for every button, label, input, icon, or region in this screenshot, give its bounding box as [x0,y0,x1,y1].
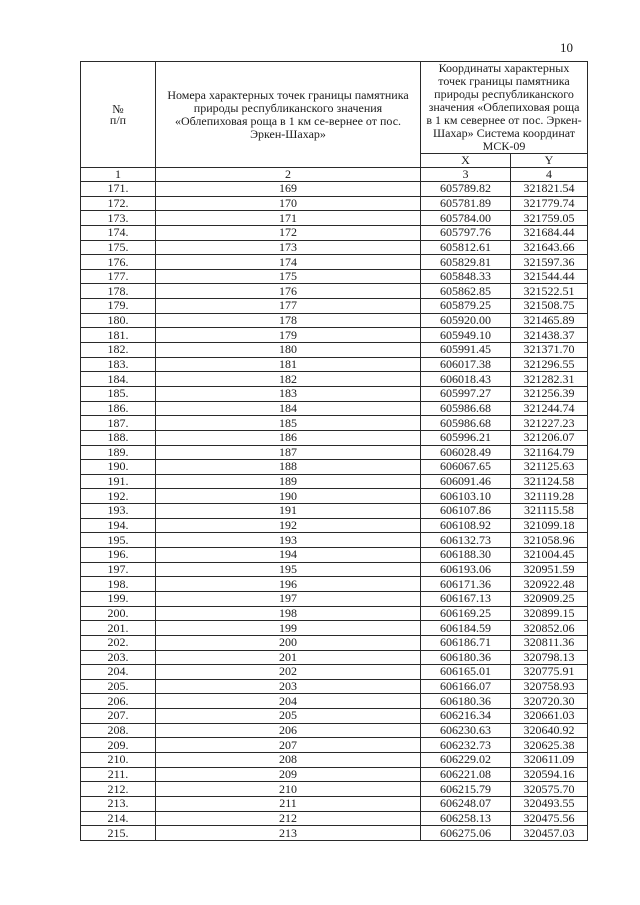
table-row [81,386,588,401]
coord-y: 320951.59 [511,562,588,577]
column-number: 3 [421,168,511,182]
table-row [81,504,588,519]
coord-y: 321256.39 [511,386,588,401]
table-row [81,474,588,489]
coord-x: 606091.46 [421,474,511,489]
point-number: 211 [156,796,421,811]
coord-x: 605879.25 [421,299,511,314]
point-number: 189 [156,474,421,489]
coord-y: 320758.93 [511,679,588,694]
row-index: 211. [81,767,156,782]
table-row [81,225,588,240]
row-index: 180. [81,313,156,328]
table-row [81,767,588,782]
row-index: 198. [81,577,156,592]
coord-y: 321164.79 [511,445,588,460]
coord-y: 321115.58 [511,504,588,519]
coord-x: 605986.68 [421,416,511,431]
table-row [81,416,588,431]
coord-x: 606108.92 [421,518,511,533]
table-row [81,694,588,709]
point-number: 180 [156,343,421,358]
coord-y: 320811.36 [511,635,588,650]
coord-x: 605829.81 [421,255,511,270]
coord-x: 605812.61 [421,240,511,255]
point-number: 181 [156,357,421,372]
coord-y: 321371.70 [511,343,588,358]
header-point-numbers-text: Номера характерных точек границы памятника природы республиканского значения «Облепиховая роща в 1 км се-вернее от пос. Эркен-Шахар» [167,87,409,141]
coord-x: 606132.73 [421,533,511,548]
coord-x: 606188.30 [421,548,511,563]
point-number: 193 [156,533,421,548]
point-number: 186 [156,430,421,445]
point-number: 183 [156,386,421,401]
table-row [81,357,588,372]
point-number: 213 [156,826,421,841]
coord-y: 321508.75 [511,299,588,314]
coord-y: 320909.25 [511,591,588,606]
point-number: 205 [156,709,421,724]
point-number: 198 [156,606,421,621]
column-numbers-row [81,168,588,182]
coord-y: 321544.44 [511,269,588,284]
coord-x: 606180.36 [421,694,511,709]
point-number: 172 [156,225,421,240]
point-number: 207 [156,738,421,753]
coord-x: 606180.36 [421,650,511,665]
row-index: 190. [81,460,156,475]
point-number: 190 [156,489,421,504]
row-index: 177. [81,269,156,284]
coord-y: 321684.44 [511,225,588,240]
table-row [81,269,588,284]
row-index: 207. [81,709,156,724]
table-row [81,591,588,606]
point-number: 212 [156,811,421,826]
table-row [81,606,588,621]
header-coordinates [421,62,588,154]
row-index: 202. [81,635,156,650]
column-number: 2 [156,168,421,182]
point-number: 208 [156,752,421,767]
point-number: 196 [156,577,421,592]
row-index: 171. [81,182,156,197]
coord-x: 606017.38 [421,357,511,372]
row-index: 196. [81,548,156,563]
coord-y: 320899.15 [511,606,588,621]
table-row [81,445,588,460]
table-row [81,372,588,387]
coord-y: 321227.23 [511,416,588,431]
coord-y: 320594.16 [511,767,588,782]
row-index: 192. [81,489,156,504]
row-index: 204. [81,665,156,680]
column-number: 1 [81,168,156,182]
coord-y: 321643.66 [511,240,588,255]
coord-x: 606028.49 [421,445,511,460]
table-row [81,650,588,665]
point-number: 202 [156,665,421,680]
table-row [81,284,588,299]
coord-x: 605789.82 [421,182,511,197]
point-number: 178 [156,313,421,328]
coord-x: 605862.85 [421,284,511,299]
coord-y: 321522.51 [511,284,588,299]
row-index: 174. [81,225,156,240]
row-index: 200. [81,606,156,621]
point-number: 170 [156,196,421,211]
row-index: 214. [81,811,156,826]
table-row [81,211,588,226]
row-index: 191. [81,474,156,489]
table-row [81,635,588,650]
row-index: 187. [81,416,156,431]
table-row [81,752,588,767]
table-row [81,182,588,197]
coord-x: 606167.13 [421,591,511,606]
table-row [81,577,588,592]
coord-x: 606221.08 [421,767,511,782]
coord-y: 321465.89 [511,313,588,328]
coord-x: 605991.45 [421,343,511,358]
row-index: 193. [81,504,156,519]
table-row [81,709,588,724]
coord-x: 606165.01 [421,665,511,680]
header-x: X [421,154,511,168]
coord-y: 321438.37 [511,328,588,343]
table-row [81,826,588,841]
row-index: 183. [81,357,156,372]
coord-y: 320575.70 [511,782,588,797]
row-index: 194. [81,518,156,533]
coord-y: 321597.36 [511,255,588,270]
row-index: 189. [81,445,156,460]
coord-y: 321125.63 [511,460,588,475]
coord-x: 605949.10 [421,328,511,343]
coord-y: 321296.55 [511,357,588,372]
coord-y: 321282.31 [511,372,588,387]
point-number: 173 [156,240,421,255]
coord-x: 606275.06 [421,826,511,841]
coord-x: 606193.06 [421,562,511,577]
table-row [81,255,588,270]
row-index: 215. [81,826,156,841]
row-index: 184. [81,372,156,387]
point-number: 194 [156,548,421,563]
coord-x: 605986.68 [421,401,511,416]
point-number: 203 [156,679,421,694]
row-index: 176. [81,255,156,270]
table-row [81,548,588,563]
row-index: 186. [81,401,156,416]
coord-x: 606258.13 [421,811,511,826]
coord-y: 320640.92 [511,723,588,738]
row-index: 173. [81,211,156,226]
coord-x: 605781.89 [421,196,511,211]
row-index: 203. [81,650,156,665]
coord-x: 606169.25 [421,606,511,621]
coord-y: 320625.38 [511,738,588,753]
row-index: 206. [81,694,156,709]
coord-y: 321206.07 [511,430,588,445]
table-row [81,240,588,255]
row-index: 188. [81,430,156,445]
coord-y: 321119.28 [511,489,588,504]
coord-x: 606067.65 [421,460,511,475]
table-row [81,196,588,211]
coord-x: 605797.76 [421,225,511,240]
coord-y: 320922.48 [511,577,588,592]
coord-x: 606229.02 [421,752,511,767]
coord-y: 321821.54 [511,182,588,197]
row-index: 175. [81,240,156,255]
header-y: Y [511,154,588,168]
coord-y: 321099.18 [511,518,588,533]
header-index: № п/п [81,62,156,168]
point-number: 185 [156,416,421,431]
coord-y: 321124.58 [511,474,588,489]
header-coordinates-text: Координаты характерных точек границы памятника природы республиканского значения «Облепиховая роща в 1 км севернее от пос. Эркен-Шахар» Система координат МСК-09 [426,61,582,153]
table-row [81,738,588,753]
point-number: 206 [156,723,421,738]
table-row [81,299,588,314]
point-number: 188 [156,460,421,475]
point-number: 210 [156,782,421,797]
table-body [81,182,588,841]
coord-y: 320475.56 [511,811,588,826]
point-number: 169 [156,182,421,197]
coord-y: 320611.09 [511,752,588,767]
coord-x: 605996.21 [421,430,511,445]
table-row [81,343,588,358]
coord-x: 606248.07 [421,796,511,811]
header-point-numbers [156,62,421,168]
row-index: 179. [81,299,156,314]
row-index: 210. [81,752,156,767]
table-row [81,401,588,416]
point-number: 209 [156,767,421,782]
coord-x: 605997.27 [421,386,511,401]
coord-y: 320852.06 [511,621,588,636]
table-row [81,533,588,548]
point-number: 199 [156,621,421,636]
coord-y: 320493.55 [511,796,588,811]
row-index: 172. [81,196,156,211]
point-number: 201 [156,650,421,665]
coord-y: 320457.03 [511,826,588,841]
coord-y: 320720.30 [511,694,588,709]
coord-x: 606103.10 [421,489,511,504]
row-index: 212. [81,782,156,797]
row-index: 201. [81,621,156,636]
coord-x: 605848.33 [421,269,511,284]
coord-x: 606184.59 [421,621,511,636]
coord-x: 606216.34 [421,709,511,724]
point-number: 197 [156,591,421,606]
point-number: 191 [156,504,421,519]
point-number: 182 [156,372,421,387]
row-index: 185. [81,386,156,401]
coord-y: 320775.91 [511,665,588,680]
coordinates-table [80,61,588,841]
page-number: 10 [560,40,573,55]
coord-y: 320661.03 [511,709,588,724]
coord-y: 321244.74 [511,401,588,416]
table-row [81,489,588,504]
table-row [81,811,588,826]
row-index: 199. [81,591,156,606]
coord-x: 606232.73 [421,738,511,753]
coord-x: 606230.63 [421,723,511,738]
point-number: 179 [156,328,421,343]
point-number: 195 [156,562,421,577]
row-index: 197. [81,562,156,577]
coord-x: 606018.43 [421,372,511,387]
row-index: 178. [81,284,156,299]
row-index: 182. [81,343,156,358]
row-index: 205. [81,679,156,694]
table-row [81,562,588,577]
row-index: 208. [81,723,156,738]
point-number: 177 [156,299,421,314]
point-number: 171 [156,211,421,226]
coord-y: 321759.05 [511,211,588,226]
coord-x: 605784.00 [421,211,511,226]
table-row [81,313,588,328]
coord-y: 321779.74 [511,196,588,211]
point-number: 184 [156,401,421,416]
point-number: 174 [156,255,421,270]
table-row [81,723,588,738]
coord-x: 606171.36 [421,577,511,592]
row-index: 209. [81,738,156,753]
point-number: 176 [156,284,421,299]
coord-x: 606107.86 [421,504,511,519]
coord-y: 320798.13 [511,650,588,665]
table-row [81,518,588,533]
table-row [81,679,588,694]
point-number: 175 [156,269,421,284]
column-number: 4 [511,168,588,182]
table-row [81,328,588,343]
coord-x: 606166.07 [421,679,511,694]
point-number: 204 [156,694,421,709]
point-number: 187 [156,445,421,460]
table-row [81,430,588,445]
table-row [81,460,588,475]
table-row [81,665,588,680]
coord-y: 321004.45 [511,548,588,563]
coord-y: 321058.96 [511,533,588,548]
row-index: 213. [81,796,156,811]
coord-x: 606186.71 [421,635,511,650]
table-row [81,796,588,811]
point-number: 192 [156,518,421,533]
row-index: 195. [81,533,156,548]
coord-x: 606215.79 [421,782,511,797]
table-row [81,621,588,636]
row-index: 181. [81,328,156,343]
coord-x: 605920.00 [421,313,511,328]
point-number: 200 [156,635,421,650]
table-row [81,782,588,797]
